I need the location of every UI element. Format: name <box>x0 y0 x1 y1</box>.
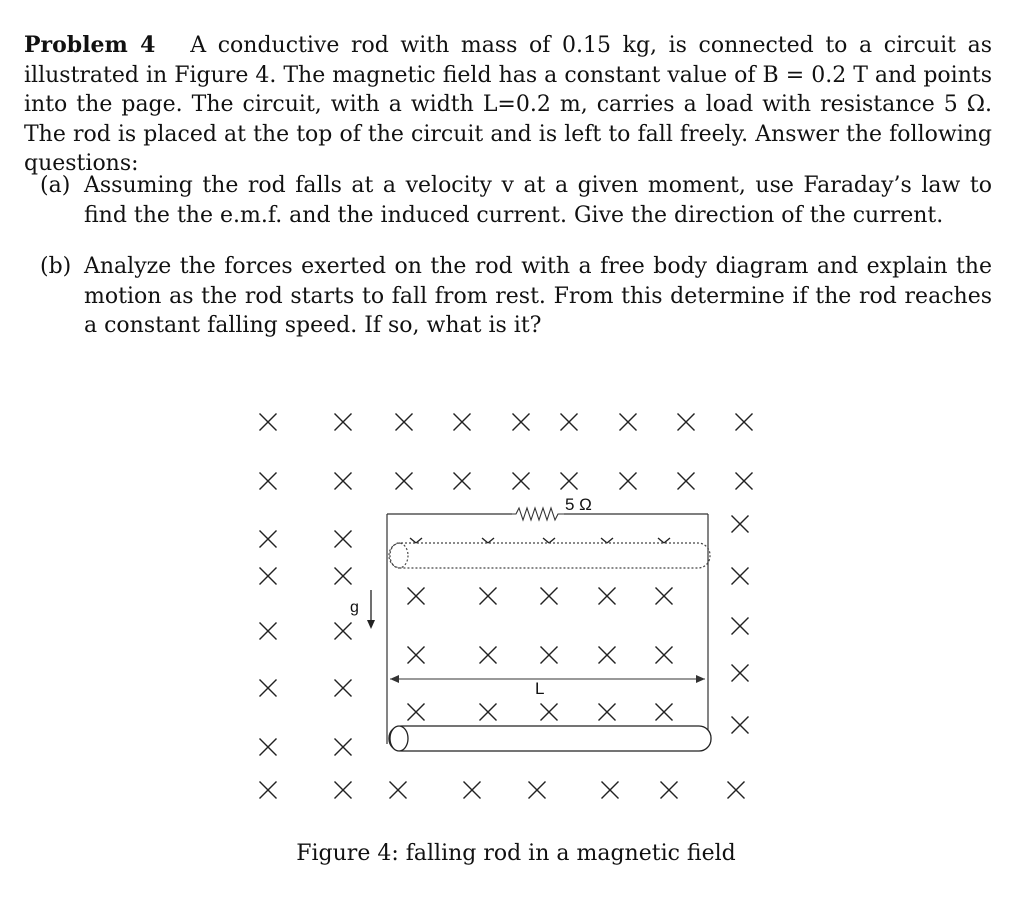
figure-caption: Figure 4: falling rod in a magnetic field <box>296 841 736 866</box>
field-cross-icon <box>728 782 745 799</box>
part-b-label: (b) <box>40 254 72 279</box>
field-cross-icon <box>335 473 352 490</box>
field-cross-icon <box>656 704 673 721</box>
problem-statement <box>24 31 992 179</box>
field-cross-icon <box>396 473 413 490</box>
field-cross-icon <box>599 588 616 605</box>
field-cross-icon <box>335 782 352 799</box>
field-cross-icon <box>260 568 277 585</box>
field-cross-icon <box>396 414 413 431</box>
field-cross-icon <box>656 588 673 605</box>
field-cross-icon <box>602 782 619 799</box>
field-cross-icon <box>260 739 277 756</box>
field-cross-icon <box>732 717 749 734</box>
field-cross-icon <box>260 680 277 697</box>
field-cross-icon <box>335 414 352 431</box>
field-cross-icon <box>390 782 407 799</box>
field-cross-icon <box>736 473 753 490</box>
field-cross-icon <box>260 623 277 640</box>
field-cross-icon <box>408 588 425 605</box>
field-cross-partial-icon <box>482 538 494 543</box>
field-cross-icon <box>620 414 637 431</box>
field-cross-partial-icon <box>601 538 613 543</box>
field-cross-icon <box>260 473 277 490</box>
field-cross-icon <box>480 588 497 605</box>
field-cross-icon <box>260 531 277 548</box>
field-cross-icon <box>736 414 753 431</box>
field-cross-icon <box>513 414 530 431</box>
field-cross-icon <box>335 680 352 697</box>
field-cross-icon <box>513 473 530 490</box>
field-cross-icon <box>260 414 277 431</box>
field-cross-icon <box>335 623 352 640</box>
field-cross-icon <box>335 531 352 548</box>
field-cross-icon <box>599 647 616 664</box>
conductive-rod <box>389 726 711 751</box>
field-cross-icon <box>335 568 352 585</box>
problem-title: Problem 4 <box>24 32 156 58</box>
resistor-label: 5 Ω <box>565 495 592 514</box>
field-cross-icon <box>732 618 749 635</box>
field-cross-icon <box>541 704 558 721</box>
part-b <box>40 252 992 341</box>
part-b-text: Analyze the forces exerted on the rod with a free body diagram and explain the motion as the rod starts to fall from rest. From this determine if the rod reaches a constant falling speed. If so, what is it? <box>84 254 992 338</box>
field-cross-icon <box>561 473 578 490</box>
field-cross-icon <box>260 782 277 799</box>
field-cross-icon <box>464 782 481 799</box>
field-cross-icon <box>529 782 546 799</box>
problem-intro: A conductive rod with mass of 0.15 kg, is connected to a circuit as illustrated in Figure 4. The magnetic field has a constant value of B = 0.2 T and points into the page. The circuit, with a width L=0.2 m, carries a load with resistance 5 Ω. The rod is placed at the top of the circuit and is left to fall freely. Answer the following questions: <box>24 33 992 176</box>
field-cross-partial-icon <box>543 538 555 543</box>
gravity-label: g <box>350 599 359 616</box>
field-cross-icon <box>732 568 749 585</box>
field-cross-icon <box>335 739 352 756</box>
field-cross-icon <box>541 647 558 664</box>
field-cross-icon <box>408 647 425 664</box>
field-cross-icon <box>678 473 695 490</box>
part-a <box>40 171 992 230</box>
field-cross-icon <box>561 414 578 431</box>
field-cross-icon <box>678 414 695 431</box>
field-cross-icon <box>599 704 616 721</box>
field-cross-icon <box>480 647 497 664</box>
field-cross-icon <box>732 665 749 682</box>
field-cross-icon <box>541 588 558 605</box>
figure-diagram <box>0 380 1024 820</box>
field-cross-icon <box>620 473 637 490</box>
resistor <box>512 508 564 520</box>
field-cross-partial-icon <box>410 538 422 543</box>
field-cross-icon <box>454 473 471 490</box>
field-cross-icon <box>408 704 425 721</box>
field-cross-icon <box>656 647 673 664</box>
part-a-text: Assuming the rod falls at a velocity v at a given moment, use Faraday’s law to find the the e.m.f. and the induced current. Give the direction of the current. <box>84 173 992 228</box>
part-a-label: (a) <box>40 173 71 198</box>
field-cross-icon <box>454 414 471 431</box>
field-cross-icon <box>480 704 497 721</box>
field-cross-icon <box>732 516 749 533</box>
field-cross-icon <box>661 782 678 799</box>
width-label: L <box>535 679 545 698</box>
rod-initial-position <box>389 543 710 568</box>
field-cross-partial-icon <box>658 538 670 543</box>
